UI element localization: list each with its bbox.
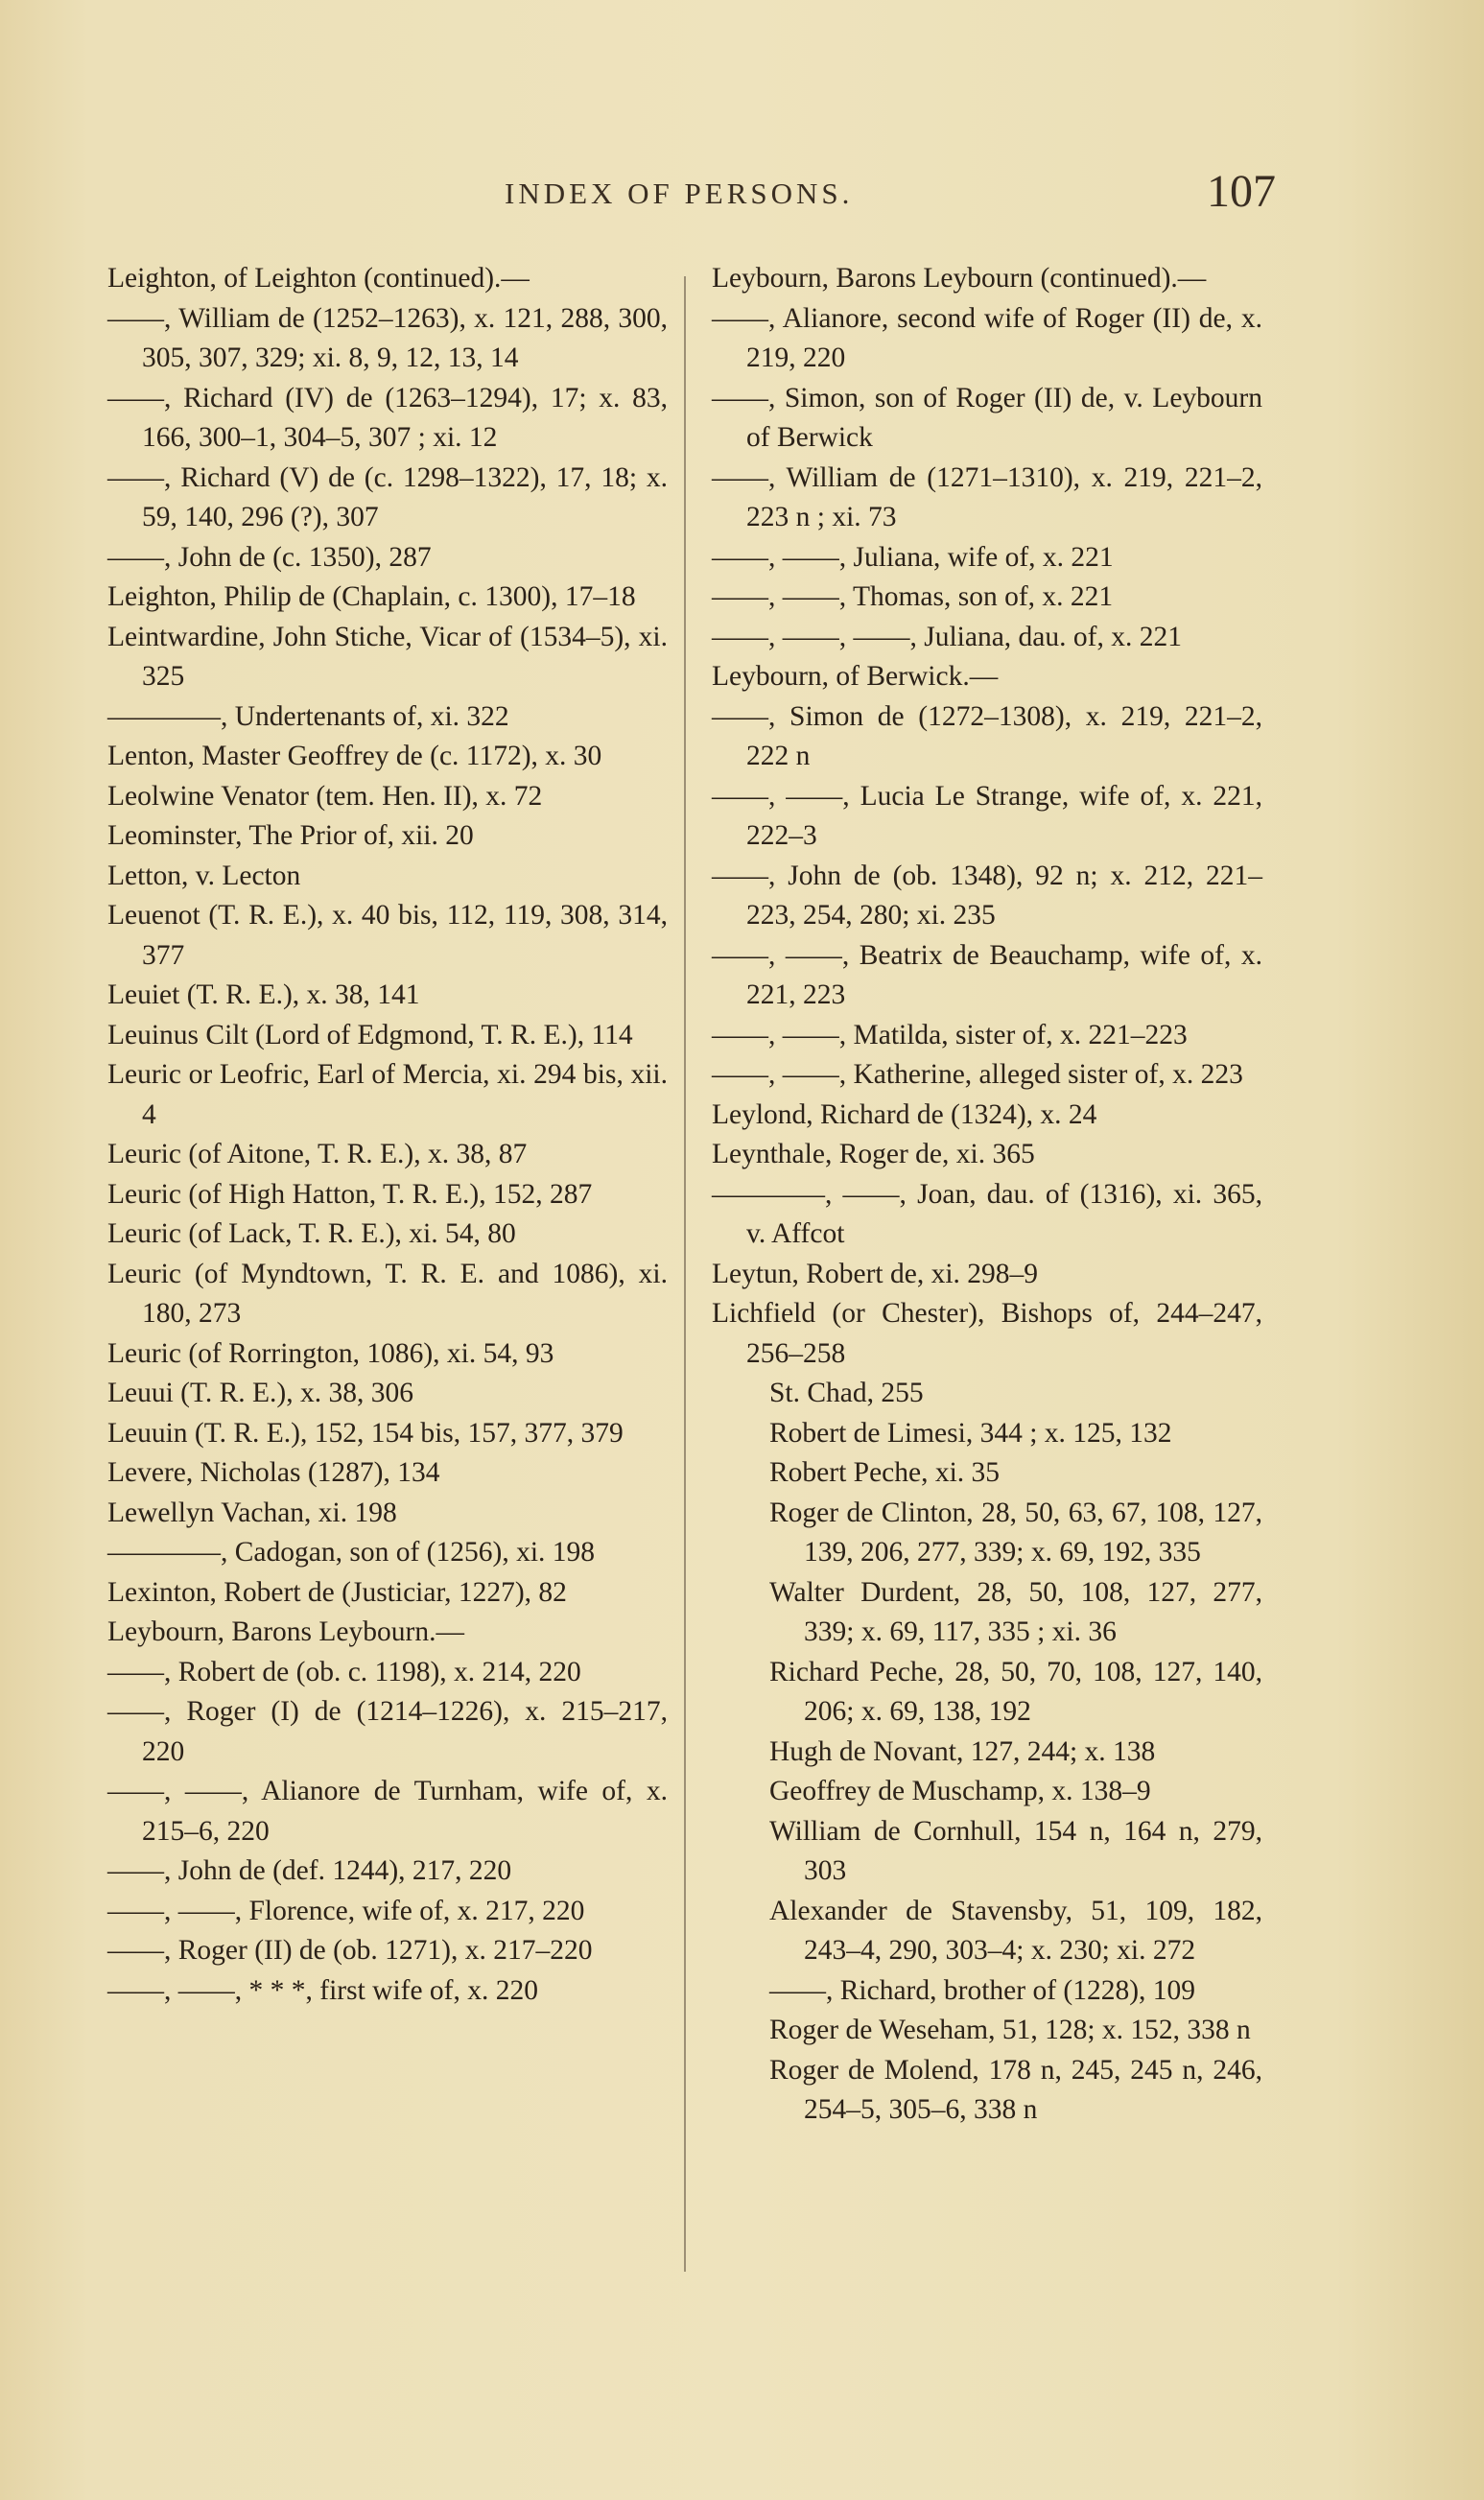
- index-entry: ——, ——, Katherine, alleged sister of, x. 223: [712, 1059, 1243, 1090]
- index-entry: Leintwardine, John Stiche, Vicar of (1534–5), xi. 325: [107, 621, 668, 692]
- index-entry: Lenton, Master Geoffrey de (c. 1172), x. 30: [107, 741, 602, 771]
- index-entry: Leuric or Leofric, Earl of Mercia, xi. 294 bis, xii. 4: [107, 1059, 668, 1130]
- index-entry: ——, William de (1252–1263), x. 121, 288, 300, 305, 307, 329; xi. 8, 9, 12, 13, 14: [107, 302, 668, 373]
- index-entry: Leuiet (T. R. E.), x. 38, 141: [107, 979, 420, 1010]
- index-entry: Levere, Nicholas (1287), 134: [107, 1457, 440, 1488]
- index-entry: ——, John de (def. 1244), 217, 220: [107, 1855, 512, 1886]
- index-entry: Robert Peche, xi. 35: [769, 1457, 1001, 1488]
- index-entry: Leuinus Cilt (Lord of Edgmond, T. R. E.), 114: [107, 1019, 633, 1050]
- index-entry: ——, Alianore, second wife of Roger (II) de, x. 219, 220: [712, 302, 1262, 373]
- index-entry: ——, ——, Beatrix de Beauchamp, wife of, x. 221, 223: [712, 939, 1262, 1010]
- index-entry: Leolwine Venator (tem. Hen. II), x. 72: [107, 780, 543, 812]
- index-entry: Leuric (of Rorrington, 1086), xi. 54, 93: [107, 1337, 554, 1369]
- index-entry: ——, ——, Matilda, sister of, x. 221–223: [712, 1019, 1188, 1050]
- index-entry: Geoffrey de Muschamp, x. 138–9: [769, 1776, 1151, 1806]
- index-entry: Leybourn, of Berwick.—: [712, 661, 999, 692]
- index-entry: Leuui (T. R. E.), x. 38, 306: [107, 1378, 413, 1408]
- index-entry: Leighton, of Leighton (continued).—: [107, 263, 530, 294]
- index-entry: St. Chad, 255: [769, 1378, 924, 1408]
- index-entry: ——, Simon de (1272–1308), x. 219, 221–2, 222 n: [712, 700, 1262, 771]
- page-number: 107: [1207, 166, 1276, 217]
- index-entry: Leynthale, Roger de, xi. 365: [712, 1139, 1035, 1169]
- running-title: INDEX OF PERSONS.: [505, 177, 854, 210]
- index-entry: Leytun, Robert de, xi. 298–9: [712, 1258, 1039, 1289]
- index-entry: Leybourn, Barons Leybourn.—: [107, 1616, 464, 1647]
- index-entry: William de Cornhull, 154 n, 164 n, 279, 303: [769, 1815, 1262, 1886]
- index-entry: Lichfield (or Chester), Bishops of, 244–247, 256–258: [712, 1298, 1262, 1369]
- index-column-right: [712, 259, 1262, 2131]
- index-entry: Leuric (of High Hatton, T. R. E.), 152, 287: [107, 1178, 593, 1210]
- index-entry: ——, Roger (I) de (1214–1226), x. 215–217, 220: [107, 1696, 668, 1767]
- index-entry: ——, ——, Alianore de Turnham, wife of, x. 215–6, 220: [107, 1776, 668, 1847]
- index-entry: Roger de Weseham, 51, 128; x. 152, 338 n: [769, 2015, 1251, 2045]
- index-entry: Roger de Molend, 178 n, 245, 245 n, 246, 254–5, 305–6, 338 n: [769, 2054, 1262, 2125]
- index-entry: Leylond, Richard de (1324), x. 24: [712, 1098, 1097, 1130]
- index-entry: Leybourn, Barons Leybourn (continued).—: [712, 263, 1207, 294]
- column-divider: [684, 276, 686, 2272]
- index-entry: Alexander de Stavensby, 51, 109, 182, 243–4, 290, 303–4; x. 230; xi. 272: [769, 1895, 1262, 1966]
- index-entry: Richard Peche, 28, 50, 70, 108, 127, 140, 206; x. 69, 138, 192: [769, 1656, 1262, 1727]
- index-entry: Leuuin (T. R. E.), 152, 154 bis, 157, 377, 379: [107, 1417, 624, 1449]
- index-entry: ————, Undertenants of, xi. 322: [107, 700, 509, 732]
- index-entry: ————, Cadogan, son of (1256), xi. 198: [107, 1537, 596, 1568]
- index-entry: Lewellyn Vachan, xi. 198: [107, 1497, 397, 1528]
- index-entry: ——, ——, ——, Juliana, dau. of, x. 221: [712, 621, 1182, 652]
- index-entry: Letton, v. Lecton: [107, 860, 301, 891]
- index-column-left: [107, 259, 668, 2011]
- index-entry: ——, Richard (V) de (c. 1298–1322), 17, 18; x. 59, 140, 296 (?), 307: [107, 461, 668, 532]
- index-entry: ——, ——, * * *, first wife of, x. 220: [107, 1974, 539, 2006]
- index-entry: ——, ——, Juliana, wife of, x. 221: [712, 541, 1114, 573]
- index-entry: Robert de Limesi, 344 ; x. 125, 132: [769, 1417, 1172, 1449]
- index-entry: ——, Simon, son of Roger (II) de, v. Leybourn of Berwick: [712, 382, 1262, 453]
- index-entry: ——, John de (c. 1350), 287: [107, 541, 432, 573]
- index-entry: ——, John de (ob. 1348), 92 n; x. 212, 221–223, 254, 280; xi. 235: [712, 860, 1262, 931]
- index-entry: ——, William de (1271–1310), x. 219, 221–2, 223 n ; xi. 73: [712, 461, 1262, 532]
- index-entry: Lexinton, Robert de (Justiciar, 1227), 82: [107, 1576, 567, 1608]
- index-entry: ——, Roger (II) de (ob. 1271), x. 217–220: [107, 1935, 593, 1966]
- index-entry: ——, ——, Lucia Le Strange, wife of, x. 221, 222–3: [712, 780, 1262, 851]
- index-entry: ————, ——, Joan, dau. of (1316), xi. 365, v. Affcot: [712, 1178, 1262, 1249]
- index-entry: Leominster, The Prior of, xii. 20: [107, 820, 474, 851]
- index-entry: Walter Durdent, 28, 50, 108, 127, 277, 339; x. 69, 117, 335 ; xi. 36: [769, 1576, 1262, 1647]
- page-header: [0, 166, 1484, 228]
- index-entry: Leuenot (T. R. E.), x. 40 bis, 112, 119, 308, 314, 377: [107, 900, 668, 971]
- index-entry: ——, Richard, brother of (1228), 109: [769, 1974, 1196, 2006]
- index-entry: ——, ——, Thomas, son of, x. 221: [712, 581, 1114, 612]
- index-entry: Leuric (of Myndtown, T. R. E. and 1086), xi. 180, 273: [107, 1258, 668, 1329]
- index-entry: Roger de Clinton, 28, 50, 63, 67, 108, 127, 139, 206, 277, 339; x. 69, 192, 335: [769, 1497, 1262, 1568]
- index-entry: ——, ——, Florence, wife of, x. 217, 220: [107, 1895, 585, 1926]
- index-entry: Leighton, Philip de (Chaplain, c. 1300), 17–18: [107, 581, 636, 612]
- index-entry: Leuric (of Lack, T. R. E.), xi. 54, 80: [107, 1218, 516, 1249]
- index-entry: Hugh de Novant, 127, 244; x. 138: [769, 1735, 1156, 1767]
- index-entry: ——, Richard (IV) de (1263–1294), 17; x. 83, 166, 300–1, 304–5, 307 ; xi. 12: [107, 382, 668, 453]
- index-entry: Leuric (of Aitone, T. R. E.), x. 38, 87: [107, 1139, 528, 1169]
- index-entry: ——, Robert de (ob. c. 1198), x. 214, 220: [107, 1656, 581, 1687]
